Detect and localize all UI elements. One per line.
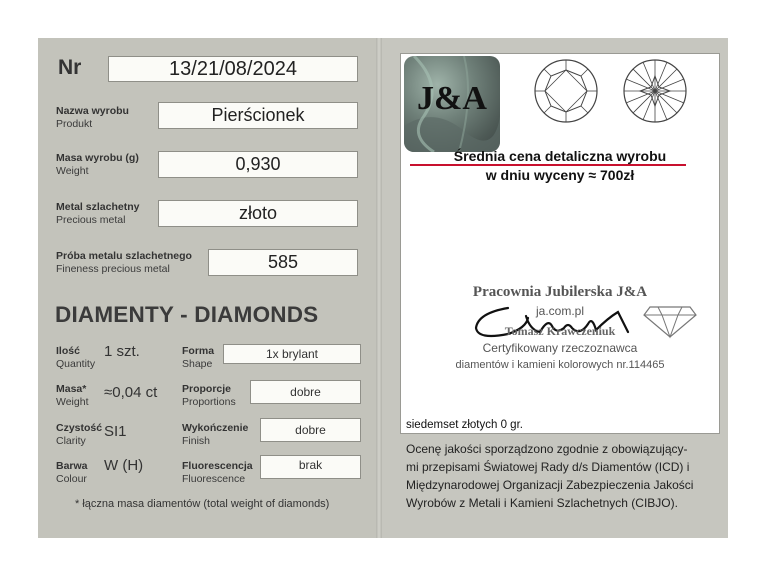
- diamond-pavilion-icon: [622, 58, 688, 124]
- quantity-label: Ilość Quantity: [56, 345, 96, 370]
- footnote: * łączna masa diamentów (total weight of diamonds): [75, 498, 330, 510]
- fineness-label: Próba metalu szlachetnego Fineness precious metal: [56, 250, 192, 275]
- appraiser-title: Certyfikowany rzeczoznawca: [482, 341, 638, 355]
- fineness-value: 585: [208, 249, 358, 276]
- product-value: Pierścionek: [158, 102, 358, 129]
- nr-value: 13/21/08/2024: [108, 56, 358, 82]
- ja-logo: J&A: [404, 56, 500, 152]
- proportions-label: Proporcje Proportions: [182, 383, 236, 408]
- appraiser-name: Tomasz Krawczeniuk: [504, 324, 616, 338]
- firm-name: Pracownia Jubilerska J&A: [472, 284, 648, 300]
- diamonds-heading: DIAMENTY - DIAMONDS: [55, 302, 319, 327]
- certificate-card: [38, 38, 728, 538]
- average-price: Średnia cena detaliczna wyrobu w dniu wyceny ≈ 700zł: [453, 148, 667, 183]
- diamond-weight-label: Masa* Weight: [56, 383, 89, 408]
- quantity-value: 1 szt.: [104, 343, 140, 360]
- diamond-crown-icon: [533, 58, 599, 124]
- price-in-words: siedemset złotych 0 gr.: [406, 419, 523, 431]
- finish-label: Wykończenie Finish: [182, 422, 249, 447]
- proportions-value: dobre: [250, 380, 361, 404]
- clarity-label: Czystość Clarity: [56, 422, 103, 447]
- shape-value: 1x brylant: [223, 344, 361, 364]
- weight-label: Masa wyrobu (g) Weight: [56, 152, 139, 177]
- shape-label: Forma Shape: [182, 345, 215, 370]
- clarity-value: SI1: [104, 423, 127, 440]
- finish-value: dobre: [260, 418, 361, 442]
- weight-value: 0,930: [158, 151, 358, 178]
- fluorescence-label: Fluorescencja Fluorescence: [182, 460, 253, 485]
- colour-value: W (H): [104, 457, 144, 474]
- handwritten-signature: [468, 288, 638, 348]
- card-fold: [376, 38, 382, 538]
- nr-label: Nr: [58, 56, 82, 79]
- metal-label: Metal szlachetny Precious metal: [56, 201, 140, 226]
- firm-website: ja.com.pl: [535, 304, 585, 318]
- price-underline: [410, 164, 686, 166]
- metal-value: złoto: [158, 200, 358, 227]
- fluorescence-value: brak: [260, 455, 361, 479]
- product-label: Nazwa wyrobu Produkt: [56, 105, 129, 130]
- standards-note: Ocenę jakości sporządzono zgodnie z obowiązujący- mi przepisami Światowej Rady d/s Diamentów (ICD) i Międzynarodowej Organizacji Zabezpieczenia Jakości Wyrobów z Metali i Kamieni Szlachetnych (CIBJO).: [406, 442, 694, 510]
- diamond-weight-value: ≈0,04 ct: [104, 384, 158, 401]
- appraiser-scope: diamentów i kamieni kolorowych nr.114465: [455, 359, 665, 371]
- colour-label: Barwa Colour: [56, 460, 88, 485]
